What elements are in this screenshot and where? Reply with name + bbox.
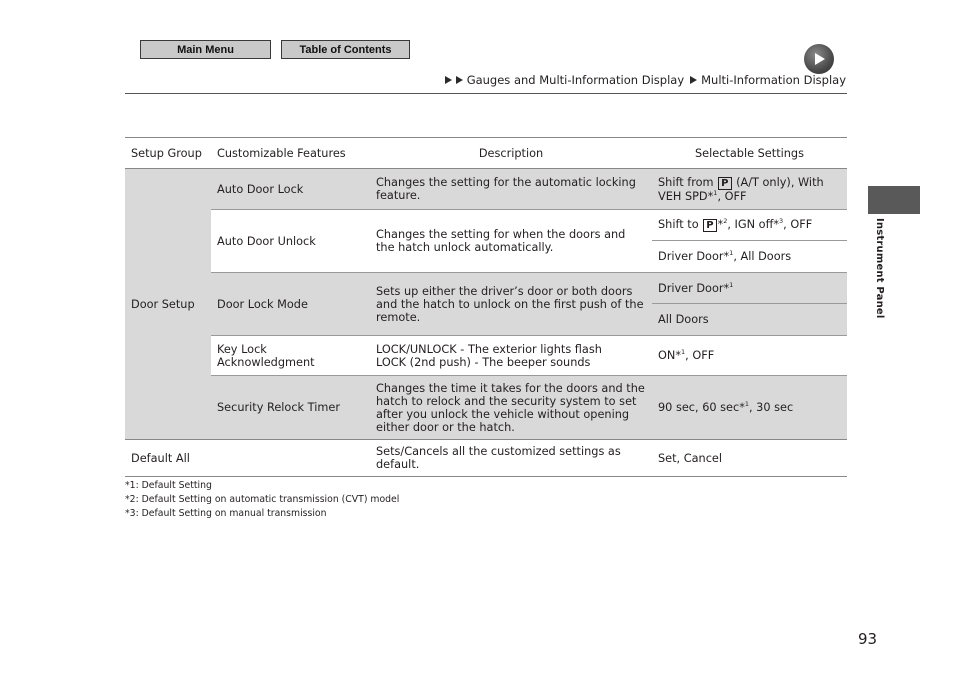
header-rule	[125, 93, 847, 94]
chapter-label: Instrument Panel	[874, 218, 885, 319]
setting-key-lock-acknowledgment: ON*$^1$, OFF	[652, 336, 847, 376]
setting-auto-door-lock: Shift from P (A/T only), With VEH SPD*$^1$, OFF	[652, 169, 847, 210]
setting-security-relock-timer: 90 sec, 60 sec*$^1$, 30 sec	[652, 376, 847, 440]
description-door-lock-mode: Sets up either the driver’s door or both doors and the hatch to unlock on the first push of the remote.	[370, 273, 652, 336]
setting-auto-door-unlock-shift: Shift to P *$^2$, IGN off*$^3$, OFF	[652, 210, 847, 241]
table-row	[125, 336, 847, 376]
header-description: Description	[370, 138, 652, 169]
breadcrumb-arrow-icon	[690, 76, 697, 84]
main-menu-button[interactable]: Main Menu	[140, 40, 271, 59]
page-number: 93	[858, 630, 878, 648]
breadcrumb-page-link[interactable]: Multi-Information Display	[701, 73, 846, 87]
footnote-2: *2: Default Setting on automatic transmission (CVT) model	[125, 494, 400, 505]
table-row	[125, 273, 847, 304]
group-default-all: Default All	[125, 440, 211, 477]
description-auto-door-unlock: Changes the setting for when the doors and the hatch unlock automatically.	[370, 210, 652, 273]
description-security-relock-timer: Changes the time it takes for the doors and the hatch to relock and the security system to set after you unlock the vehicle without opening either door or the hatch.	[370, 376, 652, 440]
description-auto-door-lock: Changes the setting for the automatic locking feature.	[370, 169, 652, 210]
setting-door-lock-mode-driver: Driver Door*$^1$	[652, 273, 847, 304]
table-row	[125, 210, 847, 241]
breadcrumb-arrow-icon	[445, 76, 452, 84]
group-door-setup: Door Setup	[125, 169, 211, 440]
description-default-all: Sets/Cancels all the customized settings as default.	[370, 440, 652, 477]
footnote-1: *1: Default Setting	[125, 480, 212, 491]
table-row	[125, 440, 847, 477]
header-setup-group: Setup Group	[125, 138, 211, 169]
settings-table	[125, 137, 847, 477]
table-row	[125, 376, 847, 440]
setting-default-all: Set, Cancel	[652, 440, 847, 477]
table-header-row	[125, 138, 847, 169]
setting-auto-door-unlock-door: Driver Door*$^1$, All Doors	[652, 241, 847, 273]
header-customizable-features: Customizable Features	[211, 138, 370, 169]
next-page-button[interactable]	[804, 44, 834, 74]
feature-security-relock-timer: Security Relock Timer	[211, 376, 370, 440]
table-of-contents-button[interactable]: Table of Contents	[281, 40, 410, 59]
breadcrumb-section-link[interactable]: Gauges and Multi-Information Display	[466, 73, 685, 87]
feature-door-lock-mode: Door Lock Mode	[211, 273, 370, 336]
play-arrow-icon	[812, 52, 826, 66]
feature-auto-door-lock: Auto Door Lock	[211, 169, 370, 210]
breadcrumb	[445, 73, 846, 87]
table-row	[125, 169, 847, 210]
feature-default-all	[211, 440, 370, 477]
feature-auto-door-unlock: Auto Door Unlock	[211, 210, 370, 273]
breadcrumb-arrow-icon	[456, 76, 463, 84]
park-key-icon: P	[703, 219, 716, 232]
footnote-3: *3: Default Setting on manual transmission	[125, 508, 327, 519]
description-key-lock-acknowledgment: LOCK/UNLOCK - The exterior lights flash LOCK (2nd push) - The beeper sounds	[370, 336, 652, 376]
footnotes	[125, 479, 399, 521]
setting-door-lock-mode-all: All Doors	[652, 304, 847, 336]
header-selectable-settings: Selectable Settings	[652, 138, 847, 169]
park-key-icon: P	[718, 177, 731, 190]
feature-key-lock-acknowledgment: Key Lock Acknowledgment	[211, 336, 370, 376]
chapter-tab[interactable]	[868, 186, 920, 214]
